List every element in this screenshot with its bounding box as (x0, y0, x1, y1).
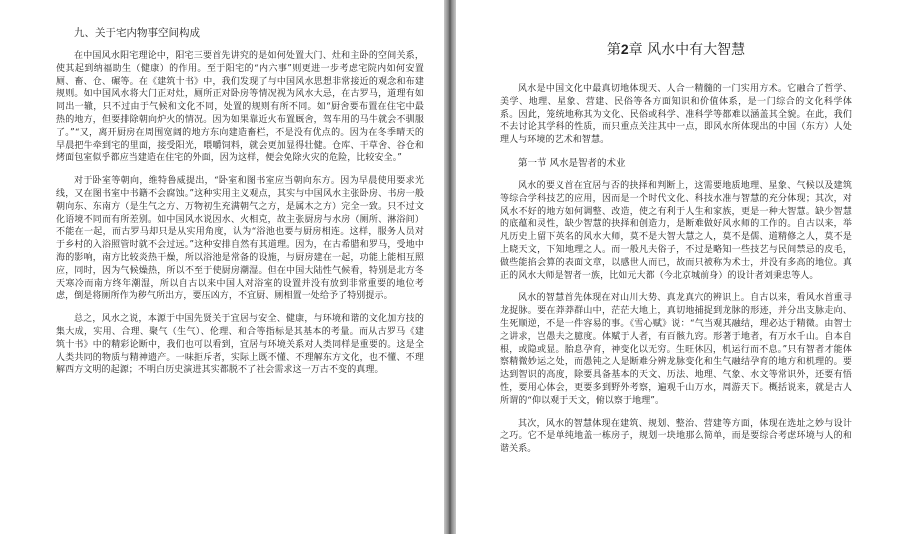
body-paragraph: 总之，风水之说，本源于中国先贤关于宜居与安全、健康，与环境和谐的文化加方技的集大成，实用、合理、聚气（生气）、伦理、和合等指标是其基本的考量。而从古罗马《建筑十书》中的精彩论断中，我们也可以看到，宜居与环境关系对人类同样是重要的。这是全人类共同的物质与精神遗产。一味拒斥者，实际上既不懂、不理解东方文化，也不懂、不理解西方文明的起源；不明白历史演进其实都脱不了社会需求这一万古不变的真理。 (56, 314, 424, 376)
body-paragraph: 其次，风水的智慧体现在建筑、规划、整治、营建等方面，体现在选址之妙与设计之巧。它不是单纯地盖一栋房子，规划一块地那么简单，而是要综合考虑环境与人的和谐关系。 (500, 418, 852, 455)
chapter-title (500, 40, 852, 59)
body-paragraph: 在中国风水阳宅理论中，阳宅三要首先讲究的是如何处置大门、灶和主卧的空间关系，使其起到纳福助生（健康）的作用。至于阳宅的“内六事”则更进一步考虑宅院内如何安置厕、畜、仓、碾等。在《建筑十书》中，我们发现了与中国风水思想非常接近的观念和布建规则。如中国风水将大门正对灶，厕所正对卧房等情况视为风水大忌，在古罗马，道理有如同出一辙，只不过由于气候和文化不同，处置的规则有所不同。如“厨舍要布置在住宅中最热的地方，但要排除朝向炉火的情况。因为如果靠近火布置厩舍，驾车用的马牛就会不驯服了。”“又，离开厨房在周围宽阔的地方东向建造畜栏，不是没有优点的。因为在冬季晴天的早晨把牛牵到宅的里面，接受阳光，喂嚼饲料，就会更加显得壮健。仓库、干草舍、谷仓和烤面包室似乎都应当建造在住宅的外面，因为这样，便会免除火灾的危险，比较安全。” (56, 51, 424, 164)
chapter-title-text: 章 风水中有大智慧 (628, 42, 746, 58)
section-title: 九、关于宅内物事空间构成 (74, 27, 200, 39)
book-gutter (444, 0, 456, 534)
subsection-title: 第一节 风水是智者的术业 (518, 157, 626, 169)
body-paragraph: 风水的智慧首先体现在对山川大势、真龙真穴的辨识上。自古以来，看风水首重寻龙捉脉。要在莽莽群山中，茫茫大地上，真切地捕捉到龙脉的形迹，并分出支脉走向、生死顺逆，不是一件容易的事。《雪心赋》说：“气当观其融结，理必达于精微。由智士之讲求，岂愚夫之臆度。体赋于人者，有百骸九窍。形著于地者，有万水千山。自本自根，或隐或显。胎息孕育，神变化以无穷。生旺休囚，机运行而不息。”只有智者才能体察精微妙运之处，而愚钝之人是断难分辨龙脉变化和生气融结孕育的地方和机理的。要达到智识的高度，除要具备基本的天文、历法、地理、气象、水文等常识外，还要有悟性，要用心体会，更要多到野外考察，遍观千山万水，周游天下。概括说来，就是古人所谓的“仰以观于天文，俯以察于地理”。 (500, 293, 852, 406)
chapter-prefix: 第 (606, 42, 621, 58)
intro-paragraph: 风水是中国文化中最真切地体现天、人合一精髓的一门实用方术。它融合了哲学、美学、地理、星象、营建、民俗等各方面知识和价值体系，是一门综合的文化科学体系。因此，笼统地称其为文化、民俗或科学、准科学等都难以涵盖其全貌。在此，我们不去讨论其学科的性质，而只重点关注其中一点，即风水所体现出的中国（东方）人处理人与环境的艺术和智慧。 (500, 84, 852, 146)
left-page (0, 0, 444, 534)
chapter-number: 2 (620, 41, 629, 57)
right-page (456, 0, 898, 534)
body-paragraph: 对于卧室等朝向，维特鲁威提出，“卧室和图书室应当朝向东方。因为早晨使用要求光线，又在图书室中书籍不会腐蚀。”这种实用主义观点，其实与中国风水主张卧房、书房一般朝向东、东南方（是生气之方、万物初生充满朝气之方，是属木之方）完全一致。只不过文化语境不同而有所差别。如中国风水说因水、火相克，故主张厨房与水房（厕所、淋浴间）不能在一起，而古罗马却只是从实用角度，认为“浴池也要与厨房相连。这样，服务人员对于乡村的入浴照管时就不会过远。”这种安排自然有其道理。因为，在古希腊和罗马，受地中海的影响，南方比较炎热干燥，所以浴池是常备的设施，与厨房建在一起，功能上能相互照应，同时，因为气候燥热，所以不至于使厨房潮湿。但在中国大陆性气候看，特别是北方冬天寒冷而南方终年潮湿，所以自古以来中国人对浴室的设置并没有放到非常重要的地位考虑，倒是将厕所作为秽气所出方，要压凶方，不宜厨、厕相置一处给予了特别提示。 (56, 176, 424, 302)
body-paragraph: 风水的要义首在宜居与否的抉择和判断上，这需要地质地理、星象、气候以及建筑等综合学科技艺的应用，因而是一个时代文化、科技水准与智慧的充分体现；其次，对风水不好的地方如何调整、改造，使之有利于人生和家族，更是一种大智慧。缺少智慧的底蕴和灵性，缺少智慧的抉择和创造力，是断难做好风水师的工作的。自古以来，举凡历史上留下英名的风水大师，莫不是大智大慧之人，莫不是儒、道精修之人，莫不是上晓天文，下知地理之人。而一般凡夫俗子，不过是略知一些技艺与民间禁忌的皮毛，做些能掐会算的表面文章，以感世人而已，故而只被称为术士，并没有多高的地位。真正的风水大师是智者一族，比如元大都（今北京城前身）的设计者刘秉忠等人。 (500, 180, 852, 281)
